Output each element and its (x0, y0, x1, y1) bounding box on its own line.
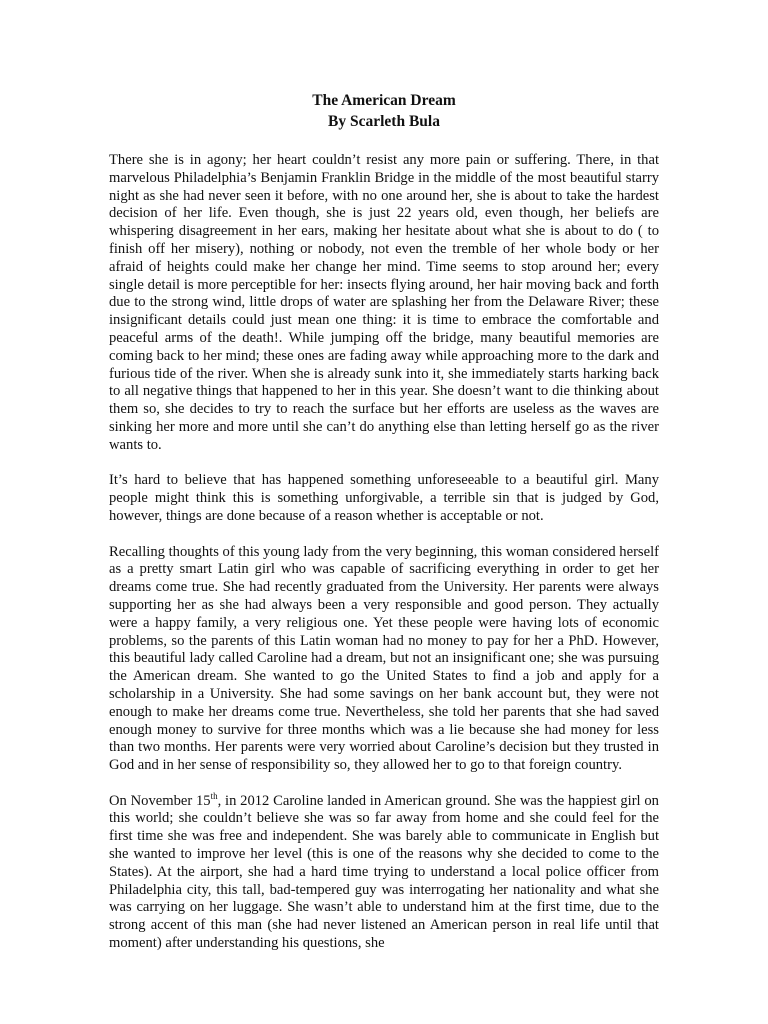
paragraph-2: It’s hard to believe that has happened something unforeseeable to a beautiful girl. Many people might think this is something unforgivable, a terrible sin that is judged by God, however, things are done because of a reason whether is acceptable or not. (109, 472, 659, 524)
document-author: By Scarleth Bula (328, 113, 440, 130)
paragraph-1: There she is in agony; her heart couldn’t resist any more pain or suffering. There, in that marvelous Philadelphia’s Benjamin Franklin Bridge in the middle of the most beautiful starry night as she had never seen it before, with no one around her, she is about to take the hardest decision of her life. Even though, she is just 22 years old, even though, her beliefs are whispering disagreement in her ears, making her hesitate about what she is about to do ( to finish off her misery), nothing or nobody, not even the tremble of her whole body or her afraid of heights could make her change her mind. Time seems to stop around her; every single detail is more perceptible for her: insects flying around, her hair moving back and forth due to the strong wind, little drops of water are splashing her from the Delaware River; these insignificant details could just mean one thing: it is time to embrace the comfortable and peaceful arms of the death!. While jumping off the bridge, many beautiful memories are coming back to her mind; these ones are fading away while approaching more to the dark and furious tide of the river. When she is already sunk into it, she immediately starts harking back to all negative things that happened to her in this year. She doesn’t want to die thinking about them so, she decides to try to reach the surface but her efforts are useless as the waves are sinking her more and more until she can’t do anything else than letting herself go as the river wants to. (109, 152, 659, 453)
ordinal-suffix: th (210, 790, 218, 801)
paragraph-4-start: On November 15 (109, 792, 211, 809)
paragraph-4-rest: , in 2012 Caroline landed in American ground. She was the happiest girl on this world; she couldn’t believe she was so far away from home and she could feel for the first time she was free and independent. She was barely able to communicate in English but she wanted to improve her level (this is one of the reasons why she decided to come to the States). At the airport, she had a hard time trying to understand a local police officer from Philadelphia city, this tall, bad-tempered guy was interrogating her nationality and what she was carrying on her luggage. She wasn’t able to understand him at the first time, due to the strong accent of this man (she had never listened an American person in real life until that moment) after understanding his questions, she (109, 792, 659, 952)
title-block (109, 90, 659, 132)
paragraph-3: Recalling thoughts of this young lady from the very beginning, this woman considered herself as a pretty smart Latin girl who was capable of sacrificing everything in order to get her dreams come true. She had recently graduated from the University. Her parents were always supporting her as she had always been a very responsible and good person. They actually were a happy family, a very religious one. Yet these people were having lots of economic problems, so the parents of this Latin woman had no money to pay for her a PhD. However, this beautiful lady called Caroline had a dream, but not an insignificant one; she was pursuing the American dream. She wanted to go the United States to find a job and apply for a scholarship in a University. She had some savings on her bank account but, they were not enough to make her dreams come true. Nevertheless, she told her parents that she had saved enough money to survive for three months which was a lie because she had money for less than two months. Her parents were very worried about Caroline’s decision but they trusted in God and in her sense of responsibility so, they allowed her to go to that foreign country. (109, 543, 659, 774)
document-page (109, 90, 659, 971)
document-title: The American Dream (312, 92, 456, 109)
paragraph-4 (109, 790, 659, 953)
